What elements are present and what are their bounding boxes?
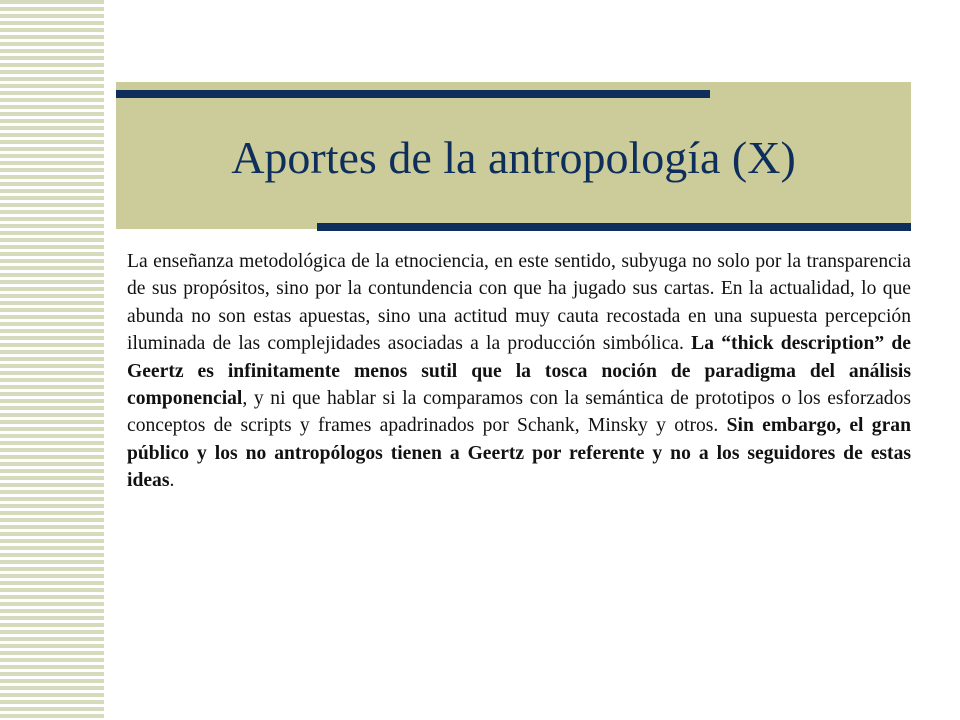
- title-accent-bar-top: [116, 90, 710, 98]
- decorative-stripes: [0, 0, 104, 720]
- paragraph-segment-3: , y ni que hablar si la comparamos con la semántica de prototipos o los esforzados conceptos de scripts y frames apadrinados por Schank, Minsky y otros.: [127, 388, 911, 437]
- paragraph-segment-2-bold: La “thick description” de Geertz es infinitamente menos sutil que la tosca noción de paradigma del análisis componencial: [127, 333, 912, 410]
- slide-title: Aportes de la antropología (X): [231, 132, 796, 183]
- title-accent-bar-bottom: [317, 223, 911, 231]
- slide-body-paragraph: [127, 248, 911, 495]
- paragraph-segment-4-bold: Sin embargo, el gran público y los no antropólogos tienen a Geertz por referente y no a los seguidores de estas ideas: [127, 415, 911, 492]
- paragraph-segment-1: La enseñanza metodológica de la etnociencia, en este sentido, subyuga no solo por la transparencia de sus propósitos, sino por la contundencia con que ha jugado sus cartas. En la actualidad, lo que abunda no son estas apuestas, sino una actitud muy cauta recostada en una supuesta percepción iluminada de las complejidades asociadas a la producción simbólica.: [127, 251, 911, 355]
- paragraph-segment-5: .: [169, 470, 175, 492]
